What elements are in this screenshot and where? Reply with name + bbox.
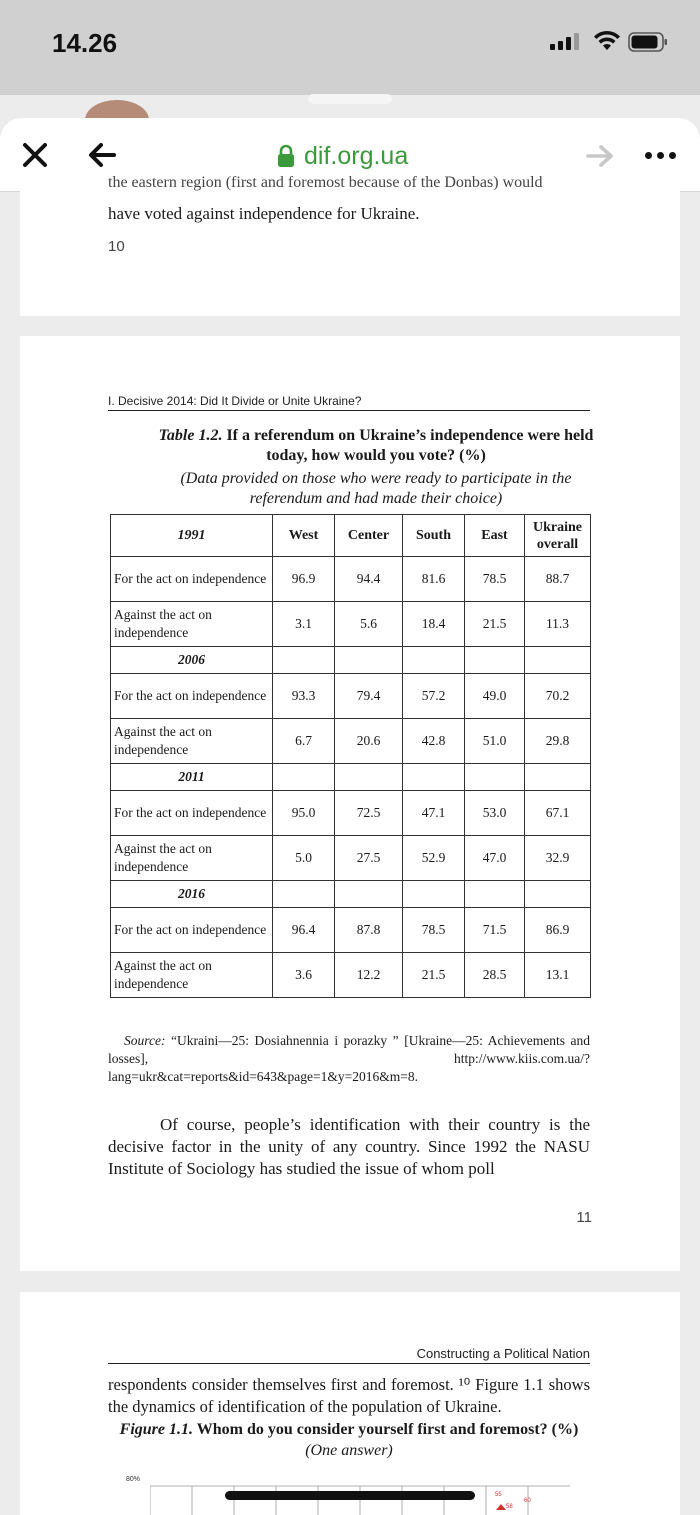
point-label: 55	[495, 1492, 502, 1498]
cell: 78.5	[403, 908, 465, 953]
cell: 21.5	[403, 953, 465, 998]
row-label: For the act on independence	[111, 557, 273, 602]
cell: 47.0	[465, 836, 525, 881]
cell: 70.2	[525, 674, 591, 719]
row-label: For the act on independence	[111, 908, 273, 953]
battery-icon	[628, 32, 668, 52]
cellular-signal-icon	[550, 32, 579, 50]
cell: 93.3	[273, 674, 335, 719]
y-tick-label: 80%	[126, 1476, 141, 1483]
more-options-icon[interactable]	[645, 152, 676, 159]
row-label: For the act on independence	[111, 674, 273, 719]
cell: 12.2	[335, 953, 403, 998]
table-year-row	[111, 647, 591, 674]
sheet-grabber[interactable]	[308, 94, 392, 104]
table-row	[111, 791, 591, 836]
cell: 87.8	[335, 908, 403, 953]
cell: 78.5	[465, 557, 525, 602]
source-text: “Ukraini—25: Dosiahnennia i porazky ” [Ukraine—25: Achievements and losses], http://www.kiis.com.ua/?lang=ukr&cat=reports&id=643&page=1&y=2016&m=8.	[108, 1033, 590, 1084]
cell: 21.5	[465, 602, 525, 647]
cell: 5.6	[335, 602, 403, 647]
source-label: Source:	[124, 1033, 166, 1048]
cell: 57.2	[403, 674, 465, 719]
year-label: 2011	[111, 764, 273, 791]
browser-sheet	[0, 118, 700, 1515]
cell: 11.3	[525, 602, 591, 647]
figure-subcaption: (One answer)	[305, 1442, 393, 1459]
table-caption-label: Table 1.2.	[158, 427, 223, 444]
running-head: Constructing a Political Nation	[108, 1346, 590, 1364]
header-ukraine-overall: Ukraine overall	[525, 515, 591, 557]
year-label: 2006	[111, 647, 273, 674]
header-center: Center	[335, 515, 403, 557]
point-label: 58	[506, 1504, 513, 1510]
table-caption-text: If a referendum on Ukraine’s independence were held today, how would you vote? (%)	[226, 427, 594, 464]
cell: 67.1	[525, 791, 591, 836]
referendum-table	[110, 514, 591, 998]
lock-icon	[276, 144, 296, 168]
figure-caption	[108, 1420, 590, 1440]
row-label: For the act on independence	[111, 791, 273, 836]
table-caption	[146, 426, 606, 466]
page-text-cut-line: the eastern region (first and foremost because of the Donbas) would	[108, 176, 543, 191]
cell: 71.5	[465, 908, 525, 953]
year-label: 2016	[111, 881, 273, 908]
cell: 13.1	[525, 953, 591, 998]
figure-caption-label: Figure 1.1.	[119, 1421, 193, 1438]
cell: 27.5	[335, 836, 403, 881]
cell: 3.6	[273, 953, 335, 998]
table-header-row	[111, 515, 591, 557]
cell: 5.0	[273, 836, 335, 881]
table-row	[111, 719, 591, 764]
table-subcaption: (Data provided on those who were ready to participate in the referendum and had made their choice)	[180, 470, 572, 507]
forward-arrow-icon[interactable]	[584, 142, 616, 170]
status-bar	[0, 0, 700, 95]
cell: 6.7	[273, 719, 335, 764]
header-east: East	[465, 515, 525, 557]
page-number: 11	[576, 1209, 592, 1226]
cell: 49.0	[465, 674, 525, 719]
pdf-page-10	[20, 176, 680, 316]
table-row	[111, 908, 591, 953]
table-row	[111, 557, 591, 602]
cell: 20.6	[335, 719, 403, 764]
pdf-page-12	[20, 1292, 680, 1515]
cell: 96.4	[273, 908, 335, 953]
cell: 47.1	[403, 791, 465, 836]
row-label: Against the act on independence	[111, 836, 273, 881]
figure-caption-text: Whom do you consider yourself first and foremost? (%)	[196, 1421, 579, 1438]
cell: 53.0	[465, 791, 525, 836]
cell: 3.1	[273, 602, 335, 647]
table-year-row	[111, 764, 591, 791]
back-arrow-icon[interactable]	[86, 140, 118, 170]
pdf-page-11	[20, 336, 680, 1271]
cell: 86.9	[525, 908, 591, 953]
cell: 42.8	[403, 719, 465, 764]
table-row	[111, 836, 591, 881]
table-row	[111, 674, 591, 719]
page-number: 10	[108, 238, 125, 255]
table-row	[111, 953, 591, 998]
cell: 81.6	[403, 557, 465, 602]
body-paragraph: respondents consider themselves first and foremost. ¹⁰ Figure 1.1 shows the dynamics of identification of the population of Ukraine.	[108, 1375, 590, 1416]
cell: 28.5	[465, 953, 525, 998]
table-row	[111, 602, 591, 647]
table-source	[108, 1032, 590, 1086]
cell: 52.9	[403, 836, 465, 881]
header-year: 1991	[111, 515, 273, 557]
body-paragraph: Of course, people’s identification with their country is the decisive factor in the unity of any country. Since 1992 the NASU Institute of Sociology has studied the issue of whom poll	[108, 1115, 590, 1178]
running-head: I. Decisive 2014: Did It Divide or Unite Ukraine?	[108, 394, 590, 411]
close-icon[interactable]	[20, 140, 50, 170]
cell: 96.9	[273, 557, 335, 602]
header-west: West	[273, 515, 335, 557]
table-year-row	[111, 881, 591, 908]
row-label: Against the act on independence	[111, 719, 273, 764]
header-south: South	[403, 515, 465, 557]
cell: 51.0	[465, 719, 525, 764]
wifi-icon	[592, 30, 622, 52]
cell: 32.9	[525, 836, 591, 881]
data-marker	[496, 1504, 506, 1510]
cell: 79.4	[335, 674, 403, 719]
point-label: 60	[524, 1498, 531, 1504]
status-time: 14.26	[52, 28, 118, 58]
cell: 94.4	[335, 557, 403, 602]
page-text-line: have voted against independence for Ukraine.	[108, 204, 420, 223]
row-label: Against the act on independence	[111, 953, 273, 998]
cell: 88.7	[525, 557, 591, 602]
cell: 18.4	[403, 602, 465, 647]
cell: 29.8	[525, 719, 591, 764]
cell: 72.5	[335, 791, 403, 836]
url-bar[interactable]	[276, 140, 408, 172]
cell: 95.0	[273, 791, 335, 836]
row-label: Against the act on independence	[111, 602, 273, 647]
home-indicator[interactable]	[225, 1491, 475, 1500]
url-text: dif.org.ua	[304, 141, 409, 170]
